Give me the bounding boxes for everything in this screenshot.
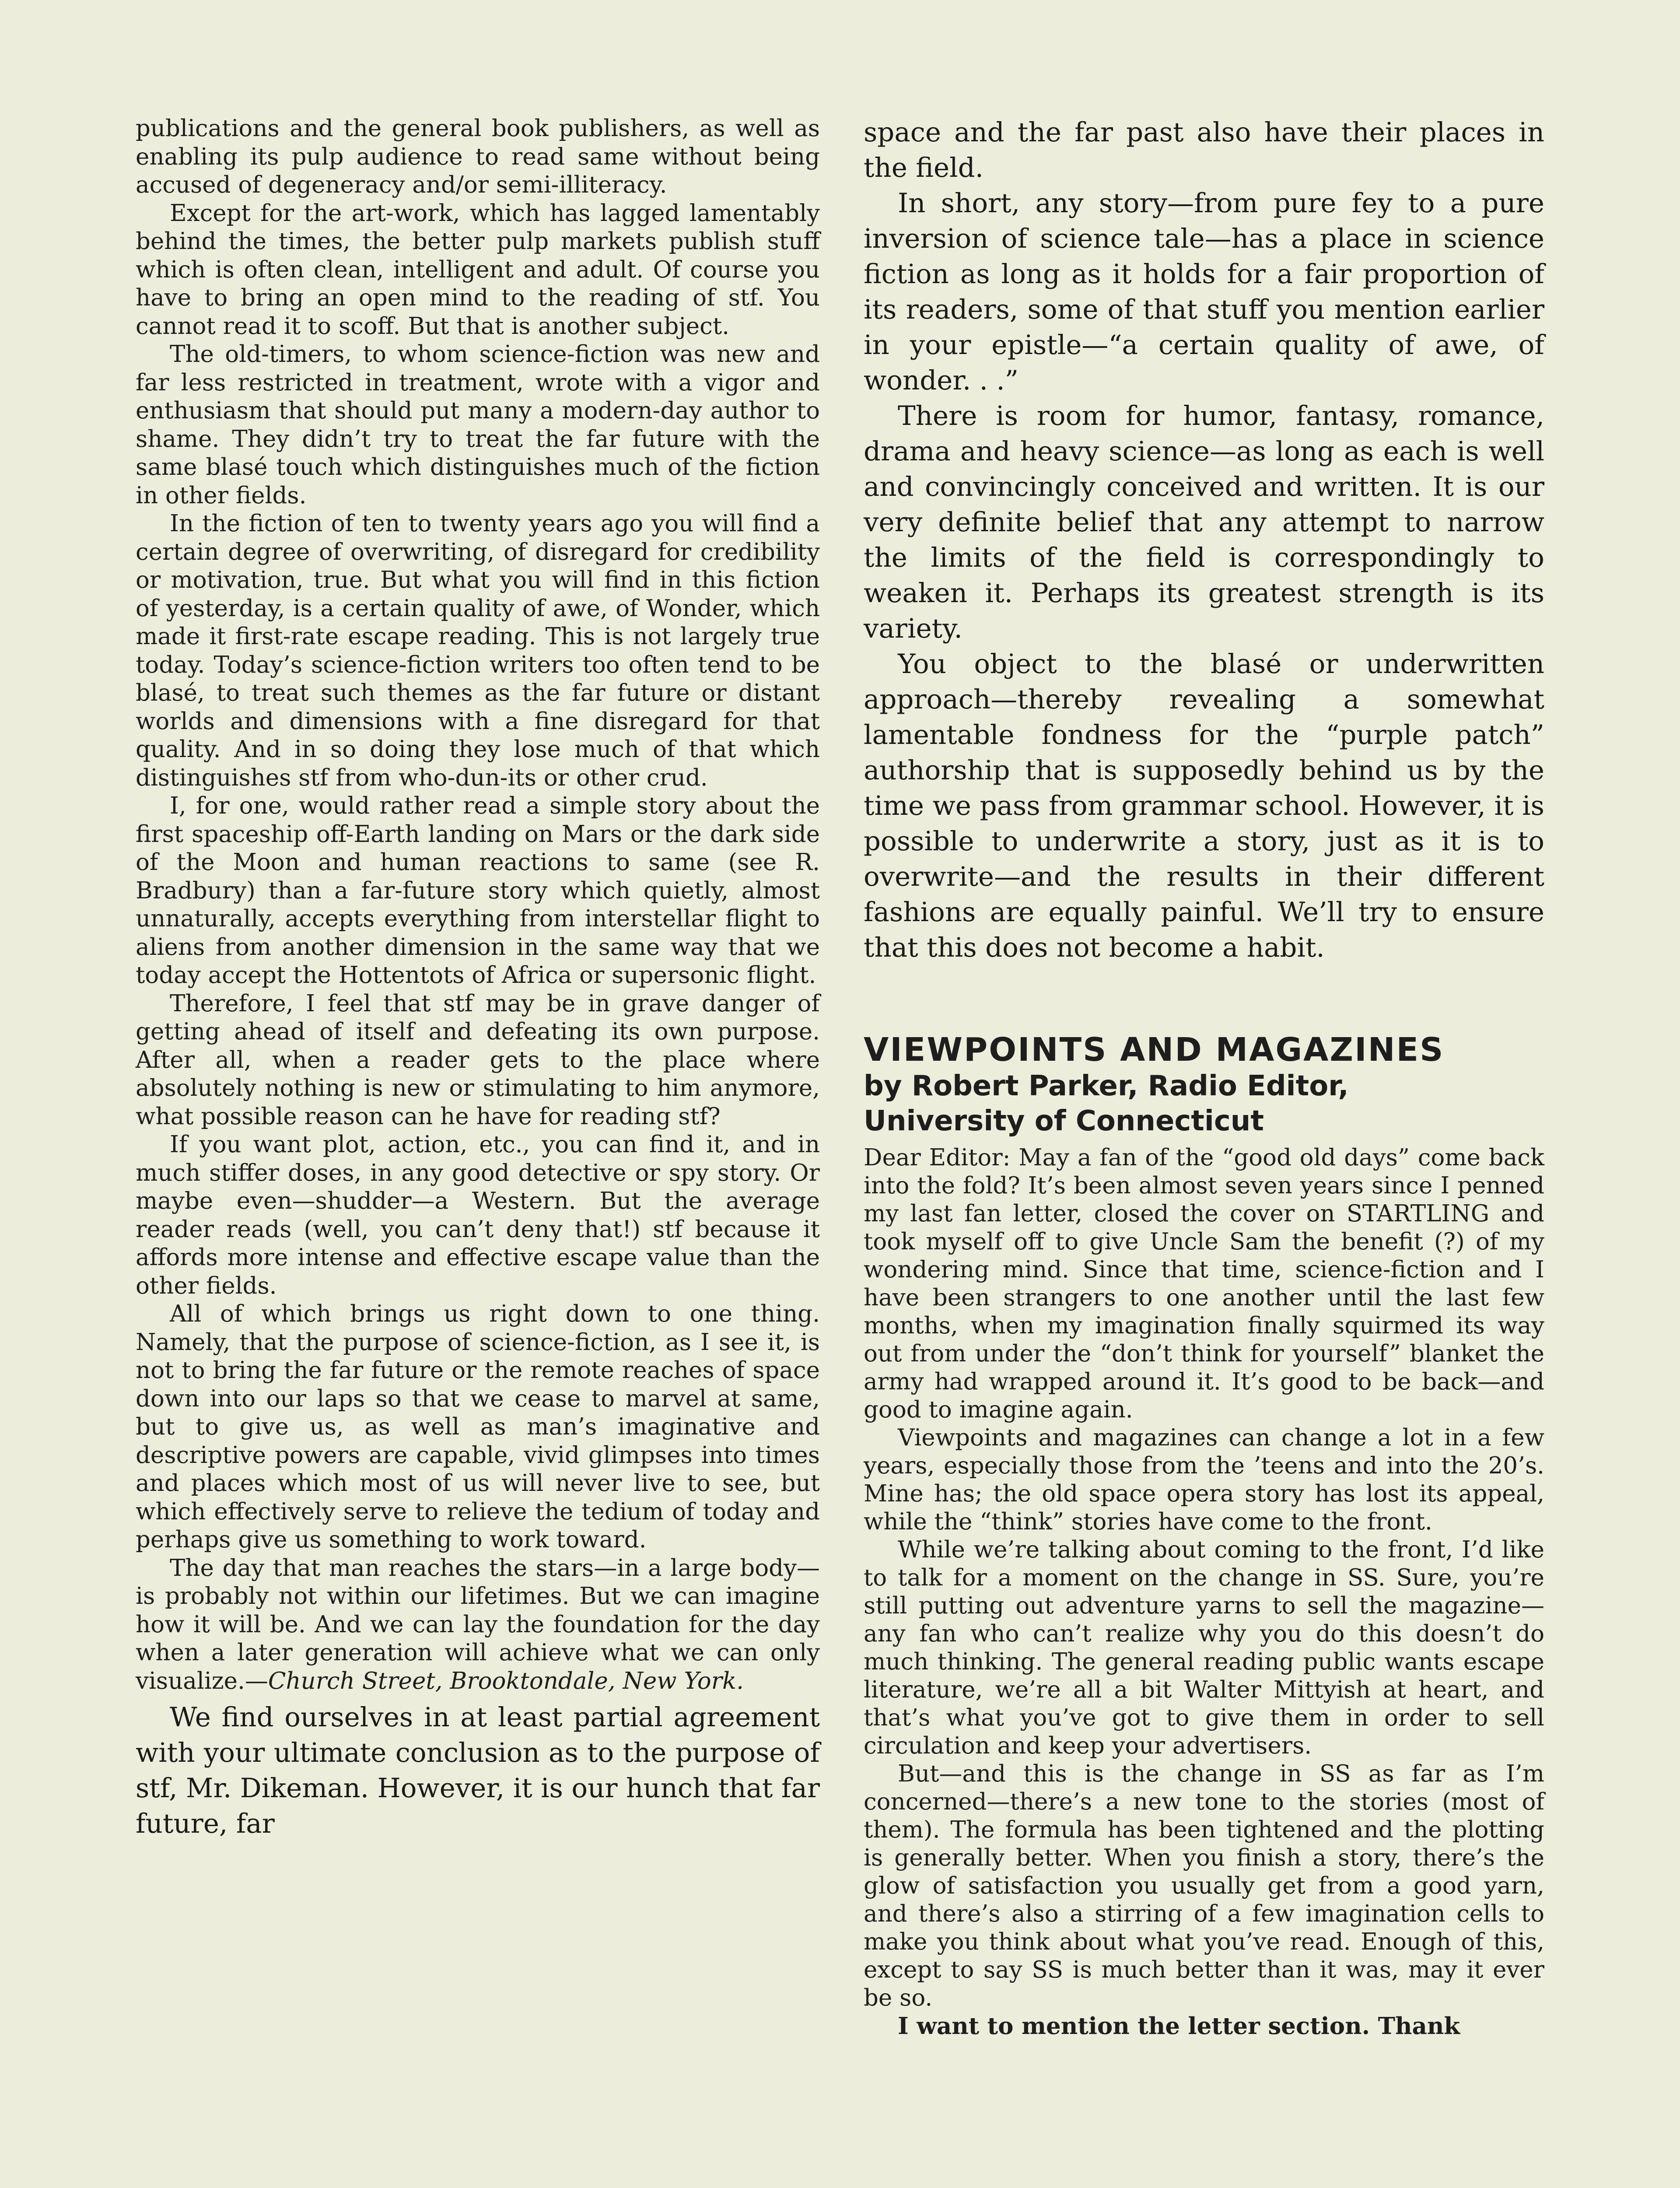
dikeman-letter [136,115,820,1695]
paragraph: The old-timers, to whom science-fiction was new and far less restricted in treatment, wrote with a vigor and enthusiasm that should put many a modern-day author to shame. They didn’t try to treat the far future with the same blasé touch which distinguishes much of the fiction in other fields. [136,341,820,509]
paragraph: Therefore, I feel that stf may be in grave danger of getting ahead of itself and defeating its own purpose. After all, when a reader gets to the place where absolutely nothing is new or stimulating to him anymore, what possible reason can he have for reading stf? [136,990,820,1130]
paragraph: I, for one, would rather read a simple story about the first spaceship off-Earth landing on Mars or the dark side of the Moon and human reactions to same (see R. Bradbury) than a far-future story which quietly, almost unnaturally, accepts everything from interstellar flight to aliens from another dimension in the same way that we today accept the Hottentots of Africa or supersonic flight. [136,792,820,989]
right-column [864,115,1544,2040]
paragraph: All of which brings us right down to one thing. Namely, that the purpose of science-fiction, as I see it, is not to bring the far future or the remote reaches of space down into our laps so that we cease to marvel at same, but to give us, as well as man’s imaginative and descriptive powers are capable, vivid glimpses into times and places which most of us will never live to see, but which effectively serve to relieve the tedium of today and perhaps give us something to work toward. [136,1301,820,1553]
paragraph-with-signature [136,1554,820,1696]
paragraph: Dear Editor: May a fan of the “good old days” come back into the fold? It’s been almost seven years since I penned my last fan letter, closed the cover on STARTLING and took myself off to give Uncle Sam the benefit (?) of my wondering mind. Since that time, science-fiction and I have been strangers to one another until the last few months, when my imagination finally squirmed its way out from under the “don’t think for yourself” blanket the army had wrapped around it. It’s good to be back—and good to imagine again. [864,1144,1544,1423]
letter-heading [864,1031,1544,1139]
left-column [136,115,820,1841]
letter-signature: Church Street, Brooktondale, New York. [268,1667,744,1694]
reply-paragraph: We find ourselves in at least partial agreement with your ultimate conclusion as to the purpose of stf, Mr. Dikeman. However, it is our hunch that far future, far [136,1702,820,1839]
paragraph: I want to mention the letter section. Thank [898,2013,1460,2040]
letter-affiliation: University of Connecticut [864,1105,1264,1137]
editor-reply-start [136,1700,820,1841]
paragraph-text: The day that man reaches the stars—in a large body—is probably not within our lifetimes. But we can imagine how it will be. And we can lay the foundation for the day when a later generation will achieve what we can only visualize.— [136,1554,820,1694]
paragraph: publications and the general book publishers, as well as enabling its pulp audience to read same without being accused of degeneracy and/or semi-illiteracy. [136,115,820,198]
reply-paragraph: You object to the blasé or underwritten approach—thereby revealing a somewhat lamentable fondness for the “purple patch” authorship that is supposedly behind us by the time we pass from grammar school. However, it is possible to underwrite a story, just as it is to overwrite—and the results in their different fashions are equally painful. We’ll try to ensure that this does not become a habit. [864,649,1544,963]
paragraph: If you want plot, action, etc., you can find it, and in much stiffer doses, in any good detective or spy story. Or maybe even—shudder—a Western. But the average reader reads (well, you can’t deny that!) stf because it affords more intense and effective escape value than the other fields. [136,1131,820,1299]
paragraph: But—and this is the change in SS as far as I’m concerned—there’s a new tone to the stories (most of them). The formula has been tightened and the plotting is generally better. When you finish a story, there’s the glow of satisfaction you usually get from a good yarn, and there’s also a stirring of a few imagination cells to make you think about what you’ve read. Enough of this, except to say SS is much better than it was, may it ever be so. [864,1760,1544,2011]
reply-paragraph: There is room for humor, fantasy, romance, drama and heavy science—as long as each is well and convincingly conceived and written. It is our very definite belief that any attempt to narrow the limits of the field is correspondingly to weaken it. Perhaps its greatest strength is its variety. [864,400,1544,644]
paragraph: Viewpoints and magazines can change a lot in a few years, especially those from the ’teens and into the 20’s. Mine has; the old space opera story has lost its appeal, while the “think” stories have come to the front. [864,1424,1544,1535]
paragraph: Except for the art-work, which has lagged lamentably behind the times, the better pulp markets publish stuff which is often clean, intelligent and adult. Of course you have to bring an open mind to the reading of stf. You cannot read it to scoff. But that is another subject. [136,200,820,340]
paragraph: In the fiction of ten to twenty years ago you will find a certain degree of overwriting, of disregard for credibility or motivation, true. But what you will find in this fiction of yesterday, is a certain quality of awe, of Wonder, which made it first-rate escape reading. This is not largely true today. Today’s science-fiction writers too often tend to be blasé, to treat such themes as the far future or distant worlds and dimensions with a fine disregard for that quality. And in so doing they lose much of that which distinguishes stf from who-dun-its or other crud. [136,510,820,791]
reply-paragraph: space and the far past also have their places in the field. [864,117,1544,183]
reply-paragraph: In short, any story—from pure fey to a pure inversion of science tale—has a place in science fiction as long as it holds for a fair proportion of its readers, some of that stuff you mention earlier in your epistle—“a certain quality of awe, of wonder. . .” [864,188,1544,396]
paragraph: While we’re talking about coming to the front, I’d like to talk for a moment on the change in SS. Sure, you’re still putting out adventure yarns to sell the magazine—any fan who can’t realize why you do this doesn’t do much thinking. The general reading public wants escape literature, we’re all a bit Walter Mittyish at heart, and that’s what you’ve got to give them in order to sell circulation and keep your advertisers. [864,1536,1544,1759]
letter-byline: by Robert Parker, Radio Editor, [864,1070,1349,1102]
editor-reply-continued [864,115,1544,965]
parker-letter [864,1144,1544,2040]
letter-title: VIEWPOINTS AND MAGAZINES [864,1031,1445,1069]
